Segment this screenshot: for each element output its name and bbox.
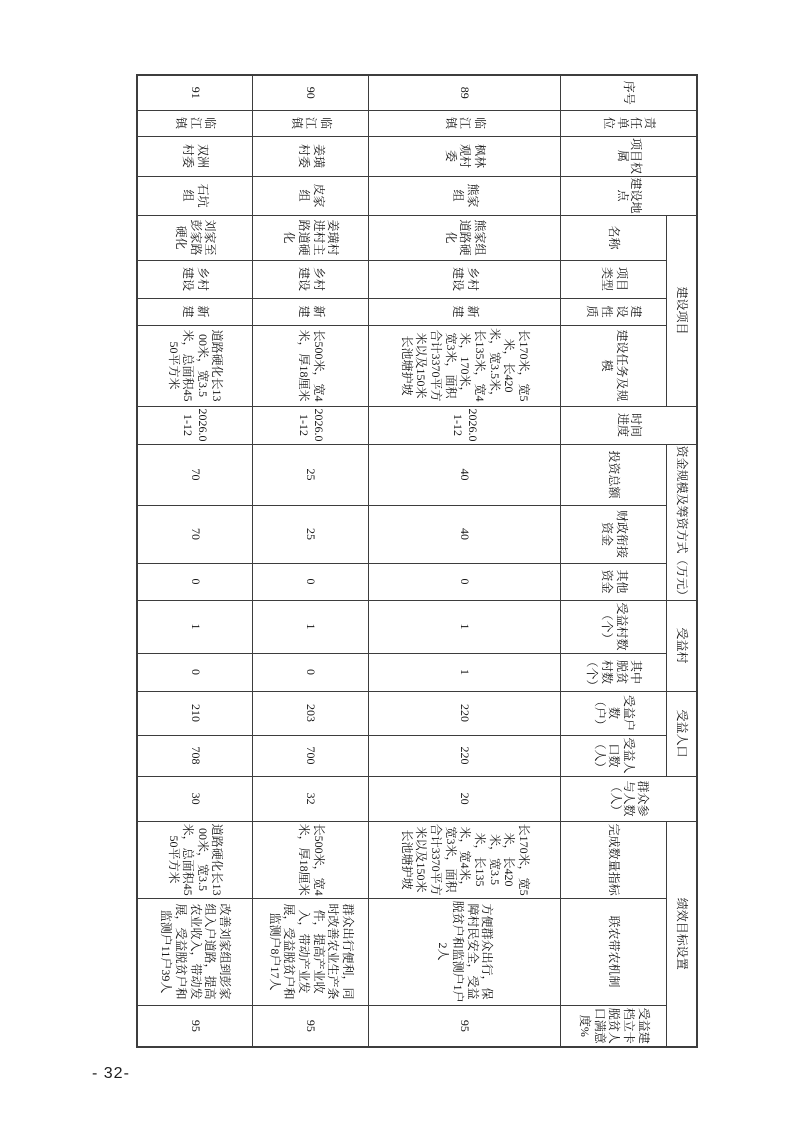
cell-name: 熊家组道路硬化 xyxy=(369,215,561,260)
cell-benefit-household-count: 220 xyxy=(369,691,561,735)
cell-name: 姜璜村进村主路道硬化 xyxy=(253,215,369,260)
cell-construction-nature: 新建 xyxy=(253,298,369,325)
header-group-row xyxy=(667,75,697,1047)
cell-benefit-village-count: 1 xyxy=(253,600,369,653)
header-group-performance-targets: 绩效目标设置 xyxy=(667,821,697,1047)
cell-serial-number: 89 xyxy=(369,75,561,110)
cell-benefit-population-count: 220 xyxy=(369,735,561,776)
cell-poverty-village-count: 0 xyxy=(253,653,369,691)
cell-benefit-village-count: 1 xyxy=(369,600,561,653)
cell-benefit-household-count: 203 xyxy=(253,691,369,735)
header-serial-number: 序号 xyxy=(561,75,697,110)
header-farmer-linkage-mechanism: 联农带农机制 xyxy=(561,898,667,1005)
project-plan-table xyxy=(136,74,698,1048)
cell-construction-nature: 新建 xyxy=(137,298,253,325)
rotated-table-area xyxy=(138,74,698,1046)
cell-total-investment: 40 xyxy=(369,444,561,505)
table-row xyxy=(369,75,561,1047)
cell-benefit-village-count: 1 xyxy=(137,600,253,653)
cell-construction-site: 皮家组 xyxy=(253,176,369,215)
cell-fiscal-linkage-funds: 70 xyxy=(137,505,253,563)
cell-task-and-scale: 道路硬化长1300米，宽3.5米，总面积4550平方米 xyxy=(137,325,253,406)
cell-schedule: 2026.01-12 xyxy=(369,406,561,444)
header-group-benefit-population: 受益人口 xyxy=(667,691,697,776)
header-fiscal-linkage-funds: 财政衔接资金 xyxy=(561,505,667,563)
page-number: - 32- xyxy=(92,1065,130,1082)
cell-other-funds: 0 xyxy=(369,563,561,600)
cell-schedule: 2026.01-12 xyxy=(137,406,253,444)
header-benefit-village-count: 受益村数（个） xyxy=(561,600,667,653)
header-total-investment: 投资总额 xyxy=(561,444,667,505)
header-group-construction-project: 建设项目 xyxy=(667,215,697,406)
cell-total-investment: 70 xyxy=(137,444,253,505)
cell-farmer-linkage-mechanism: 方便群众出行，保障村民安全，受益脱贫户和监测户1户2人 xyxy=(369,898,561,1005)
header-name: 名称 xyxy=(561,215,667,260)
cell-other-funds: 0 xyxy=(137,563,253,600)
cell-farmer-linkage-mechanism: 改善刘家组到彭家组入户道路，提高农业收入，带动发展，受益脱贫户和监测户11户39人 xyxy=(137,898,253,1005)
cell-benefit-population-count: 700 xyxy=(253,735,369,776)
cell-mass-participation: 20 xyxy=(369,776,561,821)
cell-completion-indicator: 长500米，宽4米，厚18厘米 xyxy=(253,821,369,898)
header-other-funds: 其他资金 xyxy=(561,563,667,600)
cell-construction-site: 熊家组 xyxy=(369,176,561,215)
header-construction-nature: 建设性质 xyxy=(561,298,667,325)
cell-farmer-linkage-mechanism: 群众出行便利，同时改善农业生产条件，提高产业收入，带动产业发展，受益脱贫户和监测户8户17人 xyxy=(253,898,369,1005)
cell-completion-indicator: 长170米，宽5米，长420米，宽3.5米，长135米，宽4米，宽3米，面积合计3370平方米以及150米长池塘护坡 xyxy=(369,821,561,898)
cell-other-funds: 0 xyxy=(253,563,369,600)
header-responsible-unit: 责任单位 xyxy=(561,110,697,136)
cell-satisfaction: 95 xyxy=(253,1005,369,1047)
cell-schedule: 2026.01-12 xyxy=(253,406,369,444)
cell-mass-participation: 30 xyxy=(137,776,253,821)
header-completion-indicator: 完成数量指标 xyxy=(561,821,667,898)
header-poverty-village-count: 其中脱贫村数（个） xyxy=(561,653,667,691)
cell-benefit-population-count: 708 xyxy=(137,735,253,776)
cell-serial-number: 90 xyxy=(253,75,369,110)
cell-project-ownership: 枫林观村委 xyxy=(369,136,561,176)
cell-fiscal-linkage-funds: 25 xyxy=(253,505,369,563)
header-mass-participation: 群众参与人数（人） xyxy=(561,776,697,821)
cell-mass-participation: 32 xyxy=(253,776,369,821)
cell-project-type: 乡村建设 xyxy=(137,260,253,298)
cell-project-ownership: 姜璜村委 xyxy=(253,136,369,176)
header-benefit-household-count: 受益户数（户） xyxy=(561,691,667,735)
cell-serial-number: 91 xyxy=(137,75,253,110)
cell-poverty-village-count: 0 xyxy=(137,653,253,691)
header-task-and-scale: 建设任务及规模 xyxy=(561,325,667,406)
cell-task-and-scale: 长500米，宽4米，厚18厘米 xyxy=(253,325,369,406)
cell-total-investment: 25 xyxy=(253,444,369,505)
cell-project-type: 乡村建设 xyxy=(253,260,369,298)
cell-responsible-unit: 临江镇 xyxy=(253,110,369,136)
rotation-wrapper xyxy=(138,74,698,1046)
header-group-funding: 资金规模及筹资方式（万元） xyxy=(667,444,697,600)
header-benefit-population-count: 受益人口数（人） xyxy=(561,735,667,776)
cell-construction-nature: 新建 xyxy=(369,298,561,325)
cell-satisfaction: 95 xyxy=(369,1005,561,1047)
cell-project-ownership: 双洲村委 xyxy=(137,136,253,176)
header-schedule: 时间进度 xyxy=(561,406,697,444)
header-group-benefit-villages: 受益村 xyxy=(667,600,697,691)
cell-responsible-unit: 临江镇 xyxy=(137,110,253,136)
header-sub-row xyxy=(561,75,667,1047)
cell-satisfaction: 95 xyxy=(137,1005,253,1047)
cell-benefit-household-count: 210 xyxy=(137,691,253,735)
header-project-type: 项目类型 xyxy=(561,260,667,298)
cell-name: 刘家至彭家路硬化 xyxy=(137,215,253,260)
cell-responsible-unit: 临江镇 xyxy=(369,110,561,136)
cell-fiscal-linkage-funds: 40 xyxy=(369,505,561,563)
cell-construction-site: 石坑组 xyxy=(137,176,253,215)
table-row xyxy=(253,75,369,1047)
header-construction-site: 建设地点 xyxy=(561,176,697,215)
cell-poverty-village-count: 1 xyxy=(369,653,561,691)
cell-completion-indicator: 道路硬化长1300米，宽3.5米，总面积4550平方米 xyxy=(137,821,253,898)
cell-task-and-scale: 长170米，宽5米，长420米，宽3.5米，长135米，宽4米，170米，宽3米，面积合计3370平方米以及150米长池塘护坡 xyxy=(369,325,561,406)
table-row xyxy=(137,75,253,1047)
cell-project-type: 乡村建设 xyxy=(369,260,561,298)
header-satisfaction: 受益建档立卡脱贫人口满意度% xyxy=(561,1005,667,1047)
header-project-ownership: 项目权属 xyxy=(561,136,697,176)
